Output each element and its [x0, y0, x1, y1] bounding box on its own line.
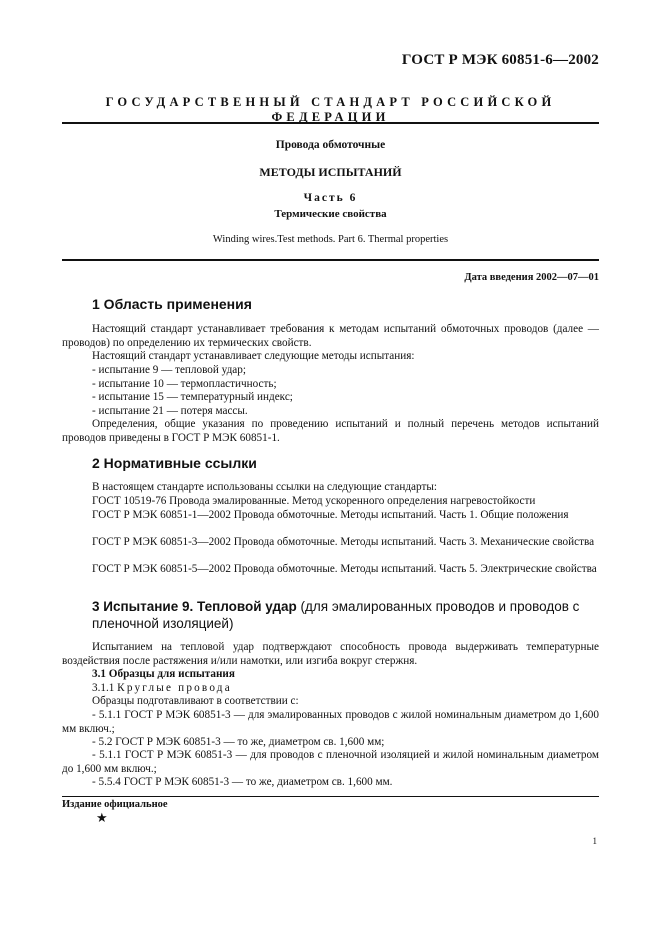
- section-3-list-item: - 5.5.4 ГОСТ Р МЭК 60851-3 — то же, диаметром св. 1,600 мм.: [92, 776, 393, 788]
- section-1-list-item: - испытание 15 — температурный индекс;: [92, 391, 293, 403]
- official-edition-label: Издание официальное: [62, 799, 168, 810]
- title-bottom-rule: [62, 259, 599, 261]
- section-1-list-item: - испытание 9 — тепловой удар;: [92, 364, 246, 376]
- section-3-heading: [92, 598, 612, 632]
- part-number: Часть 6: [303, 192, 358, 204]
- subsection-3-1-heading: 3.1 Образцы для испытания: [92, 668, 235, 680]
- section-3-paragraph-2: Образцы подготавливают в соответствии с:: [92, 695, 299, 707]
- star-icon: ★: [96, 810, 108, 825]
- part-title: Термические свойства: [274, 208, 387, 220]
- reference-item: ГОСТ Р МЭК 60851-3—2002 Провода обмоточные. Методы испытаний. Часть 3. Механические свойства: [92, 536, 595, 548]
- section-2-heading: 2 Нормативные ссылки: [92, 455, 257, 471]
- page-number: 1: [592, 836, 597, 846]
- subsection-title: Круглые провода: [117, 682, 232, 694]
- section-3-heading-bold: 3 Испытание 9. Тепловой удар: [92, 599, 297, 614]
- title-line-2: МЕТОДЫ ИСПЫТАНИЙ: [259, 165, 402, 179]
- section-1-list-item: - испытание 10 — термопластичность;: [92, 378, 277, 390]
- section-1-paragraph-1: Настоящий стандарт устанавливает требования к методам испытаний обмоточных проводов (далее — проводов) по определению их термических свойств.: [62, 323, 599, 349]
- reference-item: ГОСТ Р МЭК 60851-1—2002 Провода обмоточные. Методы испытаний. Часть 1. Общие положения: [92, 509, 569, 521]
- subsection-3-1-1-heading: [92, 682, 599, 696]
- footer-rule: [62, 796, 599, 797]
- section-1-paragraph-3: Определения, общие указания по проведению испытаний и полный перечень методов испытаний проводов приведены в ГОСТ Р МЭК 60851-1.: [62, 418, 599, 444]
- reference-item: ГОСТ Р МЭК 60851-5—2002 Провода обмоточные. Методы испытаний. Часть 5. Электрические свойства: [92, 563, 597, 575]
- date-of-introduction: Дата введения 2002—07—01: [464, 272, 599, 283]
- state-standard-heading: ГОСУДАРСТВЕННЫЙ СТАНДАРТ РОССИЙСКОЙ ФЕДЕРАЦИИ: [105, 95, 556, 124]
- title-line-1: Провода обмоточные: [275, 139, 386, 151]
- section-1-list-item: - испытание 21 — потеря массы.: [92, 405, 248, 417]
- english-title: Winding wires.Test methods. Part 6. Thermal properties: [212, 234, 449, 245]
- document-code: ГОСТ Р МЭК 60851-6—2002: [401, 52, 599, 68]
- section-1-heading: 1 Область применения: [92, 296, 252, 312]
- subsection-number: 3.1.1: [92, 682, 115, 694]
- section-3-list-item: - 5.2 ГОСТ Р МЭК 60851-3 — то же, диаметром св. 1,600 мм;: [92, 736, 385, 748]
- section-3-list-item: - 5.1.1 ГОСТ Р МЭК 60851-3 — для эмалированных проводов с жилой номинальным диаметром до 1,600 мм включ.;: [62, 709, 599, 735]
- top-rule: [62, 122, 599, 124]
- reference-item: ГОСТ 10519-76 Провода эмалированные. Метод ускоренного определения нагревостойкости: [92, 495, 536, 507]
- section-3-heading-rest: (для эмалированных проводов и проводов с пленочной изоляцией): [92, 599, 580, 631]
- section-3-list-item: - 5.1.1 ГОСТ Р МЭК 60851-3 — для проводов с пленочной изоляцией и жилой номинальным диаметром до 1,600 мм включ.;: [62, 749, 599, 775]
- section-3-paragraph-1: Испытанием на тепловой удар подтверждают способность провода выдерживать температурные воздействия после растяжения и/или намотки, или изгиба вокруг стержня.: [62, 641, 599, 667]
- section-1-paragraph-2: Настоящий стандарт устанавливает следующие методы испытания:: [92, 350, 415, 362]
- section-2-intro: В настоящем стандарте использованы ссылки на следующие стандарты:: [92, 481, 437, 493]
